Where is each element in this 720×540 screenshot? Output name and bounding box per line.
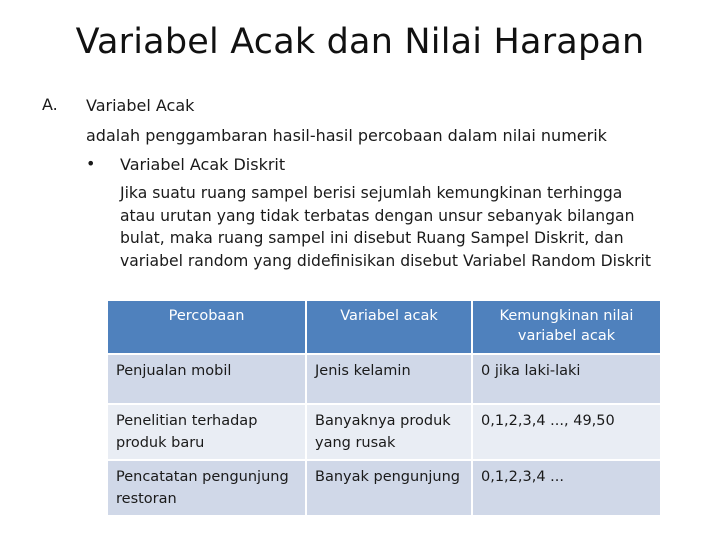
table-cell: 0 jika laki-laki <box>472 354 660 404</box>
bullet-icon: • <box>86 154 96 173</box>
table-row <box>108 404 660 460</box>
table-cell: Banyaknya produk yang rusak <box>306 404 472 460</box>
paragraph-line: Jika suatu ruang sampel berisi sejumlah kemungkinan terhingga <box>120 184 623 202</box>
table-cell: 0,1,2,3,4 ..., 49,50 <box>472 404 660 460</box>
table-cell: Jenis kelamin <box>306 354 472 404</box>
paragraph-line: bulat, maka ruang sampel ini disebut Ruang Sampel Diskrit, dan <box>120 229 624 247</box>
table-cell: Banyak pengunjung <box>306 460 472 515</box>
subheading: Variabel Acak Diskrit <box>120 155 286 174</box>
slide-title: Variabel Acak dan Nilai Harapan <box>75 22 645 62</box>
paragraph-line: atau urutan yang tidak terbatas dengan unsur sebanyak bilangan <box>120 206 635 225</box>
section-heading: Variabel Acak <box>86 96 195 115</box>
table-header-row <box>108 301 660 354</box>
definition-paragraph <box>120 182 700 272</box>
paragraph-line: variabel random yang didefinisikan disebut Variabel Random Diskrit <box>120 251 651 270</box>
table-row <box>108 460 660 515</box>
table-cell: Pencatatan pengunjung restoran <box>108 460 306 515</box>
header-variabel-acak: Variabel acak <box>306 301 472 354</box>
table-cell: Penelitian terhadap produk baru <box>108 404 306 460</box>
table-row <box>108 354 660 404</box>
header-kemungkinan-nilai: Kemungkinan nilai variabel acak <box>472 301 660 354</box>
table-cell: Penjualan mobil <box>108 354 306 404</box>
header-percobaan: Percobaan <box>108 301 306 354</box>
table-cell: 0,1,2,3,4 ... <box>472 460 660 515</box>
section-number: A. <box>42 95 58 114</box>
random-variable-table <box>108 301 660 515</box>
section-description: adalah penggambaran hasil-hasil percobaan dalam nilai numerik <box>86 126 607 145</box>
